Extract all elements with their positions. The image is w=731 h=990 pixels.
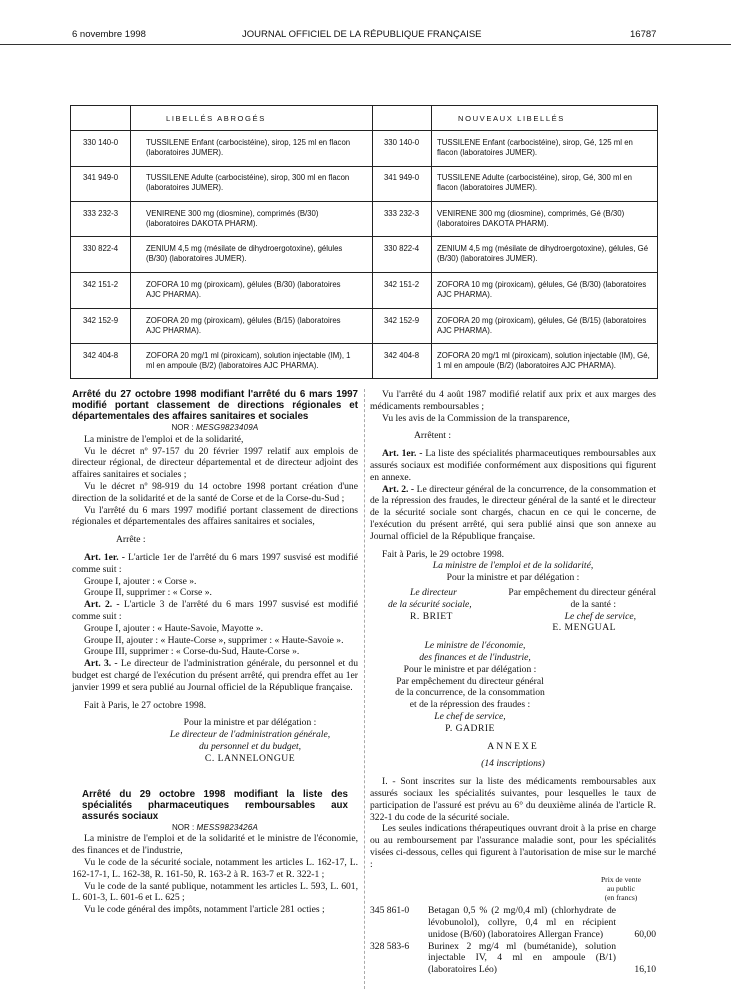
table-cell-new: ZENIUM 4,5 mg (mésilate de dihydroergotoxine), gélules, Gé (B/30) (laboratoires JUMER). bbox=[437, 244, 649, 263]
table-cell-new: VENIRENE 300 mg (diosmine), comprimés, Gé (B/30) (laboratoires DAKOTA PHARM). bbox=[437, 209, 625, 228]
table-cell-code: 342 152-9 bbox=[383, 316, 420, 325]
table-cell-code: 333 232-3 bbox=[383, 209, 420, 218]
arrete-heading: Arrête : bbox=[116, 534, 146, 546]
labels-table bbox=[70, 105, 658, 379]
paragraph: Groupe I, ajouter : « Corse ». bbox=[84, 575, 197, 587]
arrete-heading: Arrêtent : bbox=[414, 430, 452, 442]
article: Art. 3. - Le directeur de l'administration générale, du personnel et du budget est chargé de l'exécution du présent arrêté, qui prendra effet au 1er janvier 1999 et sera publié au Journal officiel de la République française. bbox=[72, 658, 359, 693]
header-rule bbox=[0, 44, 731, 45]
price-column-header: Prix de vente au public (en francs) bbox=[600, 875, 642, 902]
paragraph: Vu le code général des impôts, notamment l'article 281 octies ; bbox=[84, 904, 325, 916]
column-divider bbox=[364, 389, 365, 989]
paragraph: Vu le décret nº 98-919 du 14 octobre 1998 portant création d'une direction de la solidarité et de la santé de Corse et de la Corse-du-Sud ; bbox=[72, 480, 358, 504]
article: Art. 2. - Le directeur général de la concurrence, de la consommation et de la répression des fraudes, le directeur général de la santé et le directeur de la sécurité sociale sont chargés, chacun en ce qui le concerne, de l'exécution du présent arrêté, qui sera publié ainsi que son annexe au Journal officiel de la République française. bbox=[370, 483, 656, 542]
paragraph: Groupe I, ajouter : « Haute-Savoie, Mayotte ». bbox=[84, 622, 264, 634]
header-title: JOURNAL OFFICIEL DE LA RÉPUBLIQUE FRANÇAISE bbox=[242, 29, 482, 40]
table-cell-old: ZOFORA 20 mg (piroxicam), gélules (B/15) (laboratoires AJC PHARMA). bbox=[146, 316, 341, 335]
paragraph: Groupe II, supprimer : « Corse ». bbox=[84, 587, 212, 599]
table-cell-code: 330 822-4 bbox=[383, 244, 420, 253]
paragraph: I. - Sont inscrites sur la liste des médicaments remboursables aux assurés sociaux les spécialités suivantes, pour lesquelles le taux de participation de l'assuré est prévu au 6° du deuxième alinéa de l'article R. 322-1 du code de la sécurité sociale. bbox=[370, 776, 656, 823]
article: Art. 2. - L'article 3 de l'arrêté du 6 mars 1997 susvisé est modifié comme suit : bbox=[72, 599, 358, 622]
paragraph: La ministre de l'emploi et de la solidarité, bbox=[84, 433, 244, 445]
table-cell-new: ZOFORA 20 mg (piroxicam), gélules, Gé (B/15) (laboratoires AJC PHARMA). bbox=[437, 316, 647, 335]
table-cell-old: ZOFORA 20 mg/1 ml (piroxicam), solution injectable (IM), 1 ml en ampoule (B/2) (laboratoires AJC PHARMA). bbox=[146, 351, 351, 370]
article: Art. 1er. - La liste des spécialités pharmaceutiques remboursables aux assurés sociaux est modifiée conformément aux dispositions qui figurent en annexe. bbox=[370, 448, 656, 483]
table-cell-new: TUSSILENE Enfant (carbocistéine), sirop, Gé, 125 ml en flacon (laboratoires JUMER). bbox=[437, 138, 633, 157]
table-hline bbox=[71, 343, 657, 344]
table-cell-old: TUSSILENE Adulte (carbocistéine), sirop, 300 ml en flacon (laboratoires JUMER). bbox=[146, 173, 350, 192]
table-cell-old: ZENIUM 4,5 mg (mésilate de dihydroergotoxine), gélules (B/30) (laboratoires JUMER). bbox=[146, 244, 343, 263]
table-cell-code: 333 232-3 bbox=[82, 209, 119, 218]
table-cell-code: 342 151-2 bbox=[383, 280, 420, 289]
signature-name: C. LANNELONGUE bbox=[204, 752, 296, 764]
table-cell-code: 342 404-8 bbox=[82, 351, 119, 360]
table-cell-code: 330 140-0 bbox=[383, 138, 420, 147]
table-cell-code: 330 140-0 bbox=[82, 138, 119, 147]
table-cell-code: 342 404-8 bbox=[383, 351, 420, 360]
table-hline bbox=[71, 308, 657, 309]
table-hline bbox=[71, 130, 657, 131]
signature-line: La ministre de l'emploi et de la solidarité, bbox=[432, 560, 594, 572]
table-cell-code: 342 152-9 bbox=[82, 316, 119, 325]
table-cell-old: TUSSILENE Enfant (carbocistéine), sirop, 125 ml en flacon (laboratoires JUMER). bbox=[146, 138, 351, 157]
table-cell-new: ZOFORA 20 mg/1 ml (piroxicam), solution injectable (IM), Gé, 1 ml en ampoule (B/2) (laboratoires AJC PHARMA). bbox=[437, 351, 650, 370]
signature-pair: R. BRIET Le chef de service, bbox=[410, 610, 636, 622]
left-column bbox=[72, 389, 358, 916]
decree-title: Arrêté du 29 octobre 1998 modifiant la liste des spécialités pharmaceutiques remboursables aux assurés sociaux bbox=[82, 788, 348, 822]
table-vline bbox=[431, 106, 432, 378]
signature-line: Pour la ministre et par délégation : bbox=[446, 572, 580, 584]
table-cell-code: 341 949-0 bbox=[82, 173, 119, 182]
signature-date: Fait à Paris, le 27 octobre 1998. bbox=[84, 699, 207, 711]
paragraph: Vu le code de la santé publique, notamment les articles L. 593, L. 601, L. 601-3, L. 601-6 et L. 625 ; bbox=[72, 880, 358, 904]
decree-title: Arrêté du 27 octobre 1998 modifiant l'arrêté du 6 mars 1997 modifié portant classement de directions régionales et départementales des affaires sanitaires et sociales bbox=[72, 389, 358, 422]
table-head-new: NOUVEAUX LIBELLÉS bbox=[458, 114, 565, 123]
signature-date: Fait à Paris, le 29 octobre 1998. bbox=[382, 548, 505, 560]
paragraph: Les seules indications thérapeutiques ouvrant droit à la prise en charge ou au remboursement par l'assurance maladie sont, pour les spécialités visées ci-dessous, celles qui figurent à l'autorisation de mise sur le marché : bbox=[370, 823, 656, 870]
article: Art. 1er. - L'article 1er de l'arrêté du 6 mars 1997 susvisé est modifié comme suit : bbox=[72, 551, 358, 575]
paragraph: Vu l'arrêté du 6 mars 1997 modifié portant classement de directions régionales et départementales des affaires sanitaires et sociales, bbox=[72, 504, 358, 528]
nor-reference: NOR : MESG9823409A bbox=[171, 423, 259, 432]
signature-block: Le ministre de l'économie, des finances et de l'industrie, bbox=[419, 640, 531, 663]
table-hline bbox=[71, 236, 657, 237]
signature-line: Pour la ministre et par délégation : bbox=[183, 717, 317, 729]
list-item: 345 861-0 Betagan 0,5 % (2 mg/0,4 ml) (chlorhydrate de lévobunolol), collyre, 0,4 ml en récipient unidose (B/60) (laboratoires Allergan France) 60,00 bbox=[370, 905, 656, 940]
annex-heading: ANNEXE bbox=[487, 740, 539, 752]
table-hline bbox=[71, 201, 657, 202]
signature-line: Le directeur de l'administration générale, bbox=[169, 729, 331, 741]
table-cell-code: 330 822-4 bbox=[82, 244, 119, 253]
header-page-number: 16787 bbox=[630, 29, 657, 40]
paragraph: Groupe II, ajouter : « Haute-Corse », supprimer : « Haute-Savoie ». bbox=[84, 634, 344, 646]
table-cell-code: 341 949-0 bbox=[383, 173, 420, 182]
table-vline bbox=[130, 106, 131, 378]
table-cell-new: TUSSILENE Adulte (carbocistéine), sirop, Gé, 300 ml en flacon (laboratoires JUMER). bbox=[437, 173, 633, 192]
table-hline bbox=[71, 272, 657, 273]
list-item: 328 583-6 Burinex 2 mg/4 ml (bumétanide), solution injectable IV, 4 ml en ampoule (B/1) (laboratoires Léo) 16,10 bbox=[370, 940, 656, 976]
table-cell-code: 342 151-2 bbox=[82, 280, 119, 289]
header-date: 6 novembre 1998 bbox=[72, 29, 146, 40]
signature-block: Pour le ministre et par délégation : Par empêchement du directeur général de la concurrence, de la consommation et de la répression des fraudes : Le chef de service, P. GADRIE bbox=[395, 663, 545, 734]
paragraph: Vu les avis de la Commission de la transparence, bbox=[382, 412, 570, 424]
right-column bbox=[370, 389, 656, 976]
paragraph: Vu l'arrêté du 4 août 1987 modifié relatif aux prix et aux marges des médicaments remboursables ; bbox=[370, 389, 656, 412]
signature-name: E. MENGUAL bbox=[552, 622, 616, 634]
paragraph: La ministre de l'emploi et de la solidarité et le ministre de l'économie, des finances et de l'industrie, bbox=[72, 833, 358, 857]
table-head-old: LIBELLÉS ABROGÉS bbox=[166, 114, 266, 123]
nor-reference: NOR : MESS9823426A bbox=[171, 822, 259, 832]
annex-subheading: (14 inscriptions) bbox=[481, 758, 545, 770]
table-cell-old: VENIRENE 300 mg (diosmine), comprimés (B/30) (laboratoires DAKOTA PHARM). bbox=[146, 209, 319, 228]
table-cell-new: ZOFORA 10 mg (piroxicam), gélules, Gé (B/30) (laboratoires AJC PHARMA). bbox=[437, 280, 647, 299]
paragraph: Groupe III, supprimer : « Corse-du-Sud, Haute-Corse ». bbox=[84, 646, 300, 658]
signature-line: du personnel et du budget, bbox=[198, 740, 302, 752]
table-hline bbox=[71, 166, 657, 167]
paragraph: Vu le décret nº 97-157 du 20 février 1997 relatif aux emplois de directeur régional, de directeur départemental et de directeur adjoint des affaires sanitaires et sociales ; bbox=[72, 445, 358, 481]
table-cell-old: ZOFORA 10 mg (piroxicam), gélules (B/30) (laboratoires AJC PHARMA). bbox=[146, 280, 341, 299]
signature-pair: de la sécurité sociale, de la santé : bbox=[388, 598, 616, 610]
signature-pair: Le directeur Par empêchement du directeur général bbox=[410, 586, 656, 598]
paragraph: Vu le code de la sécurité sociale, notamment les articles L. 162-17, L. 162-17-1, L. 162-38, R. 161-50, R. 163-2 à R. 163-7 et R. 322-1 ; bbox=[72, 856, 358, 880]
